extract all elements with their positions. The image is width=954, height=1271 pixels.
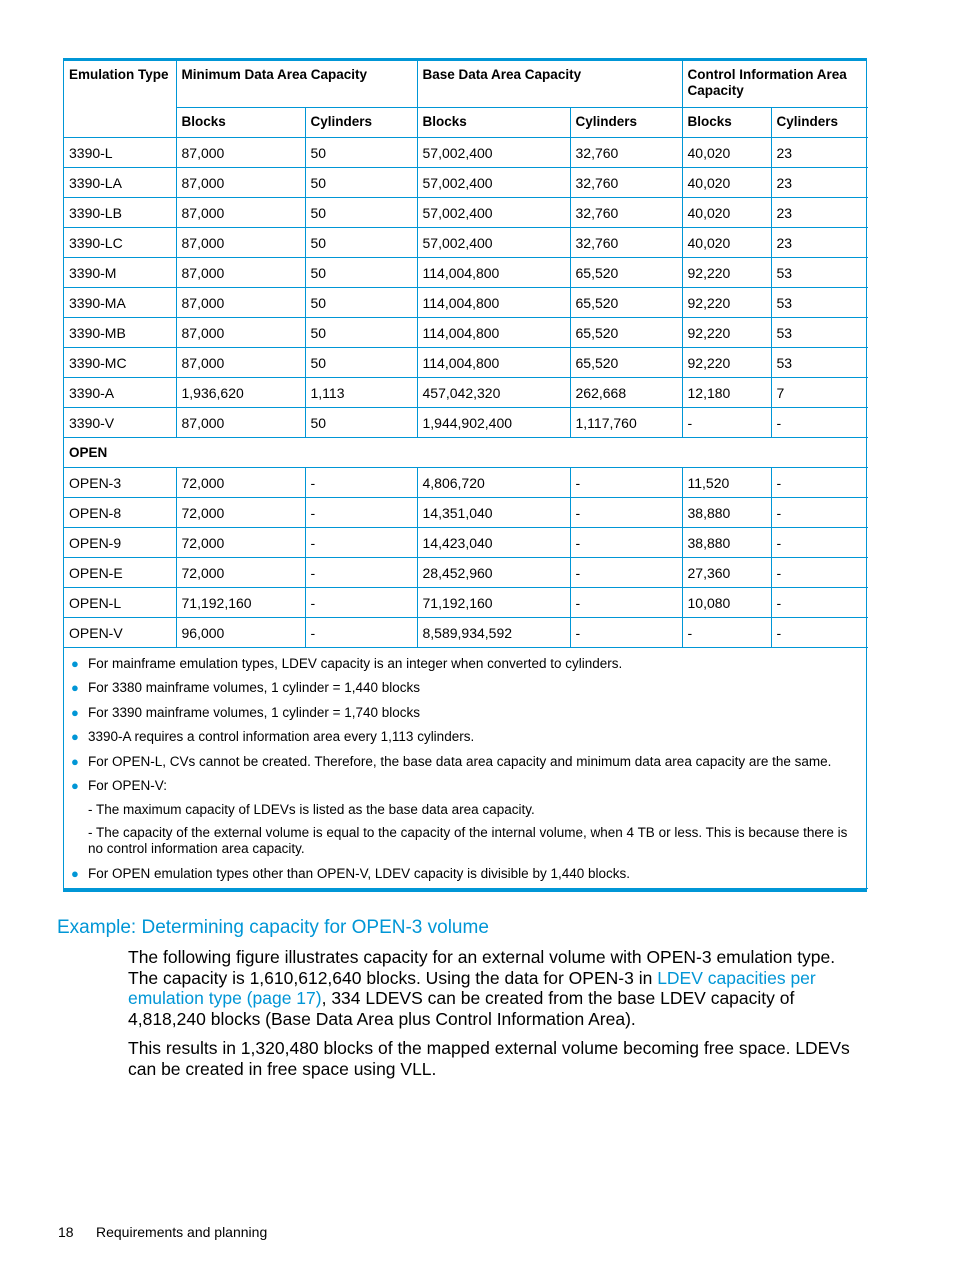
table-cell: - — [771, 497, 868, 527]
example-paragraph-2: This results in 1,320,480 blocks of the mapped external volume becoming free space. LDEVs can be created in free space using VLL. — [128, 1038, 850, 1079]
header-blocks: Blocks — [682, 107, 771, 137]
table-cell: 14,423,040 — [417, 527, 570, 557]
table-row — [64, 587, 868, 617]
bullet-icon: ● — [71, 778, 79, 793]
table-section-row — [64, 437, 868, 467]
table-cell: 53 — [771, 347, 868, 377]
table-header-row-2 — [64, 107, 868, 137]
table-row — [64, 557, 868, 587]
header-control-info-area: Control Information Area Capacity — [682, 61, 868, 107]
table-cell: 40,020 — [682, 227, 771, 257]
emulation-type-cell: OPEN-9 — [64, 527, 176, 557]
table-cell: 87,000 — [176, 407, 305, 437]
table-cell: 71,192,160 — [176, 587, 305, 617]
page-footer — [58, 1223, 267, 1241]
header-base-data-area: Base Data Area Capacity — [417, 61, 682, 107]
header-min-data-area: Minimum Data Area Capacity — [176, 61, 417, 107]
table-row — [64, 467, 868, 497]
table-row — [64, 617, 868, 647]
table-cell: - — [771, 467, 868, 497]
table-cell: 457,042,320 — [417, 377, 570, 407]
example-paragraph-1: The following figure illustrates capacity for an external volume with OPEN-3 emulation type. The capacity is 1,610,612,640 blocks. Using the data for OPEN-3 in LDEV capacities per emulation type (page 17), 334 LDEVS can be created from the base LDEV capacity of 4,818,240 blocks (Base Data Area plus Control Information Area). — [128, 947, 836, 1029]
table-cell: 50 — [305, 347, 417, 377]
bullet-icon: ● — [71, 729, 79, 744]
emulation-type-cell: 3390-MC — [64, 347, 176, 377]
table-cell: - — [570, 527, 682, 557]
header-emulation-type: Emulation Type — [64, 61, 176, 137]
table-cell: 50 — [305, 227, 417, 257]
table-cell: - — [305, 557, 417, 587]
bullet-icon: ● — [71, 655, 79, 671]
note-item: ● For 3380 mainframe volumes, 1 cylinder = 1,440 blocks — [71, 680, 421, 695]
bullet-icon: ● — [71, 753, 79, 769]
table-cell: 32,760 — [570, 197, 682, 227]
table-cell: 50 — [305, 257, 417, 287]
table-cell: 53 — [771, 257, 868, 287]
table-cell: 262,668 — [570, 377, 682, 407]
table-cell: - — [305, 497, 417, 527]
table-cell: 57,002,400 — [417, 167, 570, 197]
table-cell: - — [771, 557, 868, 587]
table-cell: 23 — [771, 227, 868, 257]
emulation-type-cell: 3390-LA — [64, 167, 176, 197]
table-cell: 87,000 — [176, 257, 305, 287]
bullet-icon: ● — [71, 704, 79, 720]
table-row — [64, 197, 868, 227]
table-cell: 38,880 — [682, 527, 771, 557]
table-header-row-1 — [64, 61, 868, 107]
table-cell: - — [305, 617, 417, 647]
table-cell: 114,004,800 — [417, 287, 570, 317]
table-cell: 65,520 — [570, 317, 682, 347]
table-row — [64, 287, 868, 317]
header-blocks: Blocks — [176, 107, 305, 137]
ldev-capacity-table-container — [63, 58, 867, 892]
table-cell: 53 — [771, 287, 868, 317]
header-cylinders: Cylinders — [305, 107, 417, 137]
footer-section-title: Requirements and planning — [96, 1224, 268, 1240]
table-cell: - — [305, 527, 417, 557]
emulation-type-cell: 3390-A — [64, 377, 176, 407]
table-cell: - — [305, 587, 417, 617]
table-cell: 65,520 — [570, 347, 682, 377]
table-cell: 7 — [771, 377, 868, 407]
table-cell: 87,000 — [176, 137, 305, 167]
header-cylinders: Cylinders — [771, 107, 868, 137]
table-notes-cell — [64, 647, 868, 888]
table-cell: - — [305, 467, 417, 497]
table-notes-row — [64, 647, 868, 888]
emulation-type-cell: 3390-LC — [64, 227, 176, 257]
table-cell: - — [771, 587, 868, 617]
emulation-type-cell: 3390-MB — [64, 317, 176, 347]
table-cell: 87,000 — [176, 197, 305, 227]
emulation-type-cell: 3390-MA — [64, 287, 176, 317]
table-cell: 57,002,400 — [417, 227, 570, 257]
note-item: ● For 3390 mainframe volumes, 1 cylinder = 1,740 blocks — [71, 704, 421, 720]
table-cell: 71,192,160 — [417, 587, 570, 617]
emulation-type-cell: OPEN-E — [64, 557, 176, 587]
section-open-label: OPEN — [64, 437, 868, 467]
table-row — [64, 257, 868, 287]
table-cell: 50 — [305, 317, 417, 347]
table-cell: 65,520 — [570, 257, 682, 287]
table-cell: - — [771, 527, 868, 557]
table-cell: 23 — [771, 167, 868, 197]
table-cell: 87,000 — [176, 167, 305, 197]
notes-list — [69, 656, 863, 882]
emulation-type-cell: 3390-LB — [64, 197, 176, 227]
table-cell: 114,004,800 — [417, 347, 570, 377]
table-cell: 23 — [771, 137, 868, 167]
table-cell: 32,760 — [570, 227, 682, 257]
emulation-type-cell: OPEN-V — [64, 617, 176, 647]
table-cell: - — [570, 467, 682, 497]
table-cell: 50 — [305, 287, 417, 317]
emulation-type-cell: 3390-V — [64, 407, 176, 437]
table-cell: 1,944,902,400 — [417, 407, 570, 437]
table-cell: 65,520 — [570, 287, 682, 317]
open-v-subnotes — [88, 802, 863, 857]
note-item-open-v: ● For OPEN-V: - The maximum capacity of LDEVs is listed as the base data area capacity. - The capacity of the external volume is equal to the capacity of the internal volume, when 4 TB or less. This is because there is no control information area capacity. — [69, 778, 863, 857]
bullet-icon: ● — [71, 680, 79, 695]
emulation-type-cell: OPEN-L — [64, 587, 176, 617]
table-cell: 87,000 — [176, 347, 305, 377]
table-cell: 23 — [771, 197, 868, 227]
table-cell: 72,000 — [176, 497, 305, 527]
table-row — [64, 497, 868, 527]
table-body-open — [64, 467, 868, 647]
table-cell: 1,113 — [305, 377, 417, 407]
table-cell: 50 — [305, 137, 417, 167]
table-cell: 92,220 — [682, 347, 771, 377]
table-row — [64, 317, 868, 347]
table-body-3390 — [64, 137, 868, 437]
table-cell: 1,117,760 — [570, 407, 682, 437]
table-cell: 40,020 — [682, 167, 771, 197]
table-cell: - — [682, 407, 771, 437]
emulation-type-cell: OPEN-8 — [64, 497, 176, 527]
table-cell: 12,180 — [682, 377, 771, 407]
table-cell: 4,806,720 — [417, 467, 570, 497]
table-cell: 50 — [305, 197, 417, 227]
table-cell: 92,220 — [682, 317, 771, 347]
table-cell: 38,880 — [682, 497, 771, 527]
table-cell: 114,004,800 — [417, 317, 570, 347]
table-cell: 50 — [305, 167, 417, 197]
table-row — [64, 377, 868, 407]
table-row — [64, 527, 868, 557]
ldev-capacities-link[interactable]: LDEV capacities per emulation type (page 17) — [128, 967, 816, 1008]
subnote-item: - The maximum capacity of LDEVs is listed as the base data area capacity. — [88, 802, 535, 817]
emulation-type-cell: 3390-L — [64, 137, 176, 167]
note-item: ● For OPEN-L, CVs cannot be created. Therefore, the base data area capacity and minimum data area capacity are the same. — [71, 753, 832, 769]
header-blocks: Blocks — [417, 107, 570, 137]
table-cell: 14,351,040 — [417, 497, 570, 527]
table-cell: - — [570, 557, 682, 587]
table-cell: 87,000 — [176, 317, 305, 347]
page-number: 18 — [58, 1224, 74, 1240]
table-cell: 50 — [305, 407, 417, 437]
table-cell: 92,220 — [682, 287, 771, 317]
table-cell: 72,000 — [176, 467, 305, 497]
table-cell: 32,760 — [570, 137, 682, 167]
table-cell: 40,020 — [682, 137, 771, 167]
note-item: ● For OPEN emulation types other than OPEN-V, LDEV capacity is divisible by 1,440 blocks. — [71, 865, 631, 881]
table-cell: 1,936,620 — [176, 377, 305, 407]
table-cell: 72,000 — [176, 557, 305, 587]
table-cell: 28,452,960 — [417, 557, 570, 587]
note-item: ● For mainframe emulation types, LDEV capacity is an integer when converted to cylinders. — [71, 655, 623, 671]
table-cell: 57,002,400 — [417, 197, 570, 227]
bullet-icon: ● — [71, 865, 79, 881]
header-cylinders: Cylinders — [570, 107, 682, 137]
table-cell: - — [570, 587, 682, 617]
ldev-capacity-table — [64, 61, 868, 889]
table-cell: 92,220 — [682, 257, 771, 287]
table-cell: 8,589,934,592 — [417, 617, 570, 647]
table-cell: 114,004,800 — [417, 257, 570, 287]
table-cell: 11,520 — [682, 467, 771, 497]
table-cell: - — [771, 407, 868, 437]
emulation-type-cell: 3390-M — [64, 257, 176, 287]
table-cell: 32,760 — [570, 167, 682, 197]
note-item: ● 3390-A requires a control information area every 1,113 cylinders. — [71, 729, 475, 744]
table-cell: 87,000 — [176, 227, 305, 257]
table-row — [64, 227, 868, 257]
table-cell: - — [570, 617, 682, 647]
table-cell: - — [682, 617, 771, 647]
table-cell: 57,002,400 — [417, 137, 570, 167]
table-cell: 53 — [771, 317, 868, 347]
table-cell: 10,080 — [682, 587, 771, 617]
table-cell: 96,000 — [176, 617, 305, 647]
table-row — [64, 347, 868, 377]
subnote-item: - The capacity of the external volume is equal to the capacity of the internal volume, when 4 TB or less. This is because there is no control information area capacity. — [88, 825, 848, 856]
table-row — [64, 167, 868, 197]
table-cell: - — [570, 497, 682, 527]
table-cell: 27,360 — [682, 557, 771, 587]
table-row — [64, 407, 868, 437]
table-cell: 87,000 — [176, 287, 305, 317]
emulation-type-cell: OPEN-3 — [64, 467, 176, 497]
table-row — [64, 137, 868, 167]
table-cell: 72,000 — [176, 527, 305, 557]
table-cell: 40,020 — [682, 197, 771, 227]
table-cell: - — [771, 617, 868, 647]
example-heading: Example: Determining capacity for OPEN-3 volume — [57, 917, 489, 938]
